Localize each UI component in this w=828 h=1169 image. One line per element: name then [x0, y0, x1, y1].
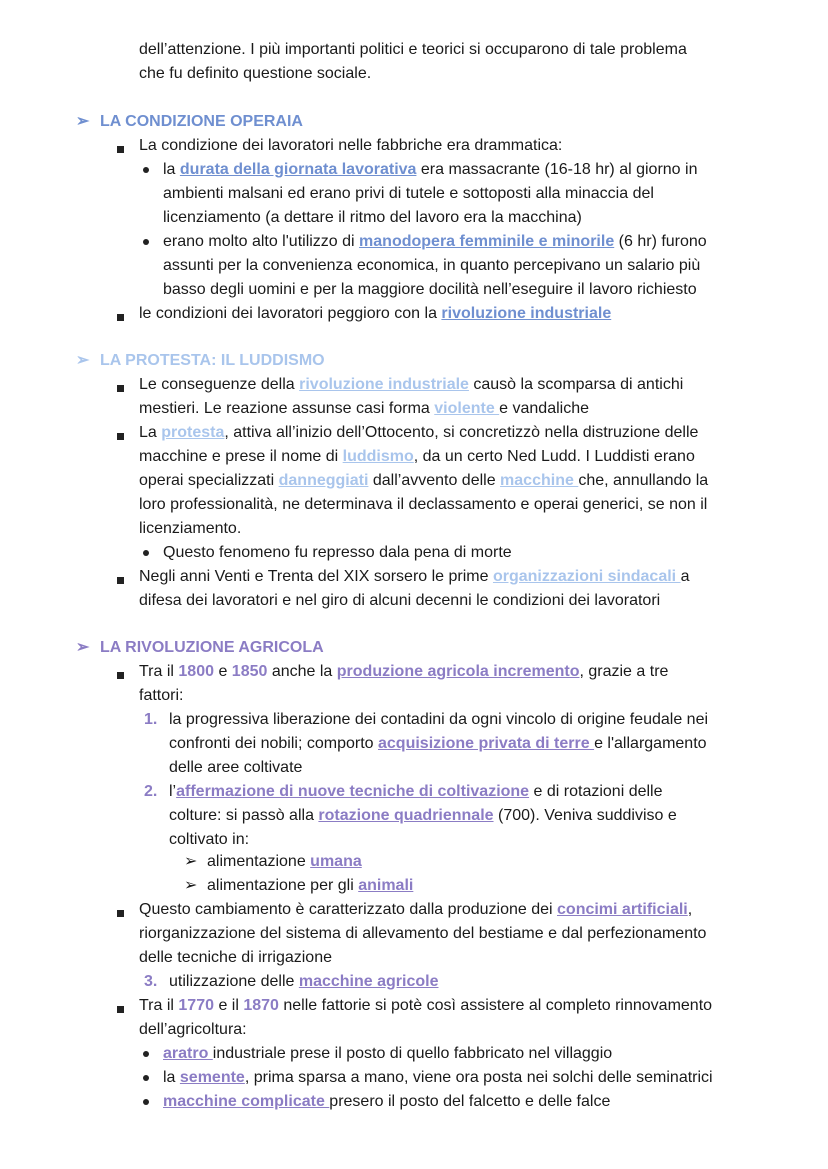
section-heading-luddismo: ➢ LA PROTESTA: IL LUDDISMO — [76, 349, 325, 373]
keyword-link[interactable]: manodopera femminile e minorile — [359, 233, 615, 250]
keyword-link[interactable]: animali — [358, 877, 414, 894]
bullet-text: le condizioni dei lavoratori peggioro con la rivoluzione industriale — [139, 305, 612, 322]
bullet-text: colture: si passò alla rotazione quadriennale (700). Veniva suddiviso e — [169, 807, 677, 824]
keyword-link[interactable]: macchine agricole — [298, 973, 439, 990]
square-bullet-icon — [117, 385, 124, 392]
bullet-text: la semente, prima sparsa a mano, viene ora posta nei solchi delle seminatrici — [163, 1069, 713, 1086]
round-bullet-icon — [143, 239, 149, 245]
bullet-text: Tra il 1770 e il 1870 nelle fattorie si potè così assistere al completo rinnovamento — [139, 997, 713, 1014]
bullet-text: utilizzazione delle macchine agricole — [169, 973, 439, 990]
keyword-link[interactable]: macchine — [500, 472, 579, 489]
keyword-link[interactable]: semente — [179, 1069, 245, 1086]
keyword-link[interactable]: concimi artificiali — [557, 901, 688, 918]
bullet-text: la durata della giornata lavorativa era massacrante (16-18 hr) al giorno in — [163, 161, 698, 178]
keyword-link[interactable]: rotazione quadriennale — [318, 807, 494, 824]
arrowhead-icon: ➢ — [184, 853, 198, 870]
arrowhead-icon: ➢ — [76, 352, 90, 369]
bullet-text: Questo fenomeno fu represso dala pena di morte — [163, 544, 512, 561]
bullet-text: alimentazione per gli animali — [207, 877, 414, 894]
bullet-text: fattori: — [139, 687, 184, 704]
round-bullet-icon — [143, 550, 149, 556]
bullet-text: erano molto alto l'utilizzo di manodopera femminile e minorile (6 hr) furono — [163, 233, 707, 250]
bullet-text: difesa dei lavoratori e nel giro di alcuni decenni le condizioni dei lavoratori — [139, 592, 661, 609]
bullet-text: mestieri. Le reazione assunse casi forma violente e vandaliche — [139, 400, 589, 417]
bullet-text: Le conseguenze della rivoluzione industriale causò la scomparsa di antichi — [139, 376, 684, 393]
keyword-link[interactable]: luddismo — [342, 448, 414, 465]
keyword-link[interactable]: acquisizione privata di terre — [378, 735, 595, 752]
bullet-text: basso degli uomini e per la maggiore docilità nell’eseguire il lavoro richiesto — [163, 281, 697, 298]
round-bullet-icon — [143, 1099, 149, 1105]
bullet-text: aratro industriale prese il posto di quello fabbricato nel villaggio — [163, 1045, 613, 1062]
intro-line-1: dell’attenzione. I più importanti politici e teorici si occuparono di tale problema — [139, 41, 687, 58]
square-bullet-icon — [117, 910, 124, 917]
section-heading-condizione-operaia: ➢ LA CONDIZIONE OPERAIA — [76, 110, 303, 134]
bullet-text: delle tecniche di irrigazione — [139, 949, 332, 966]
bullet-text: riorganizzazione del sistema di allevamento del bestiame e dal perfezionamento — [139, 925, 707, 942]
intro-line-2: che fu definito questione sociale. — [139, 65, 372, 82]
square-bullet-icon — [117, 577, 124, 584]
keyword-link[interactable]: organizzazioni sindacali — [492, 568, 681, 585]
round-bullet-icon — [143, 167, 149, 173]
bullet-text: delle aree coltivate — [169, 759, 303, 776]
bullet-text: loro professionalità, ne determinava il declassamento e operai generici, se non il — [139, 496, 708, 513]
keyword-link[interactable]: violente — [434, 400, 500, 417]
keyword-link[interactable]: affermazione di nuove tecniche di coltivazione — [176, 783, 530, 800]
list-number: 3. — [144, 973, 158, 990]
arrowhead-icon: ➢ — [76, 113, 90, 130]
keyword-link[interactable]: protesta — [161, 424, 225, 441]
bullet-text: coltivato in: — [169, 831, 250, 848]
bullet-text: dell’agricoltura: — [139, 1021, 247, 1038]
bullet-text: assunti per la convenienza economica, in quanto percepivano un salario più — [163, 257, 701, 274]
round-bullet-icon — [143, 1051, 149, 1057]
bullet-text: macchine e prese il nome di luddismo, da un certo Ned Ludd. I Luddisti erano — [139, 448, 695, 465]
square-bullet-icon — [117, 433, 124, 440]
bullet-text: La protesta, attiva all’inizio dell’Ottocento, si concretizzò nella distruzione delle — [139, 424, 699, 441]
bullet-text: operai specializzati danneggiati dall’avvento delle macchine che, annullando la — [139, 472, 709, 489]
bullet-text: Questo cambiamento è caratterizzato dalla produzione dei concimi artificiali, — [139, 901, 693, 918]
keyword-link[interactable]: danneggiati — [278, 472, 369, 489]
keyword-link[interactable]: rivoluzione industriale — [441, 305, 612, 322]
bullet-text: licenziamento. — [139, 520, 242, 537]
square-bullet-icon — [117, 672, 124, 679]
square-bullet-icon — [117, 1006, 124, 1013]
bullet-text: Negli anni Venti e Trenta del XIX sorsero le prime organizzazioni sindacali a — [139, 568, 690, 585]
arrowhead-icon: ➢ — [184, 877, 198, 894]
bullet-text: la progressiva liberazione dei contadini da ogni vincolo di origine feudale nei — [169, 711, 709, 728]
keyword-link[interactable]: umana — [310, 853, 362, 870]
list-number: 1. — [144, 711, 158, 728]
square-bullet-icon — [117, 146, 124, 153]
keyword-link[interactable]: rivoluzione industriale — [299, 376, 469, 393]
keyword-link[interactable]: produzione agricola incremento — [336, 663, 580, 680]
arrowhead-icon: ➢ — [76, 639, 90, 656]
bullet-text: confronti dei nobili; comporto acquisizione privata di terre e l'allargamento — [169, 735, 707, 752]
section-heading-rivoluzione-agricola: ➢ LA RIVOLUZIONE AGRICOLA — [76, 636, 324, 660]
bullet-text: Tra il 1800 e 1850 anche la produzione agricola incremento, grazie a tre — [139, 663, 669, 680]
keyword-link[interactable]: macchine complicate — [163, 1093, 330, 1110]
square-bullet-icon — [117, 314, 124, 321]
round-bullet-icon — [143, 1075, 149, 1081]
keyword-link[interactable]: aratro — [163, 1045, 213, 1062]
bullet-text: ambienti malsani ed erano privi di tutele e sottoposti alla minaccia del — [163, 185, 654, 202]
bullet-text: macchine complicate presero il posto del falcetto e delle falce — [163, 1093, 611, 1110]
bullet-text: licenziamento (a dettare il ritmo del lavoro era la macchina) — [163, 209, 582, 226]
bullet-text: l’affermazione di nuove tecniche di coltivazione e di rotazioni delle — [169, 783, 663, 800]
list-number: 2. — [144, 783, 158, 800]
bullet-text: La condizione dei lavoratori nelle fabbriche era drammatica: — [139, 137, 563, 154]
keyword-link[interactable]: durata della giornata lavorativa — [179, 161, 417, 178]
bullet-text: alimentazione umana — [207, 853, 362, 870]
